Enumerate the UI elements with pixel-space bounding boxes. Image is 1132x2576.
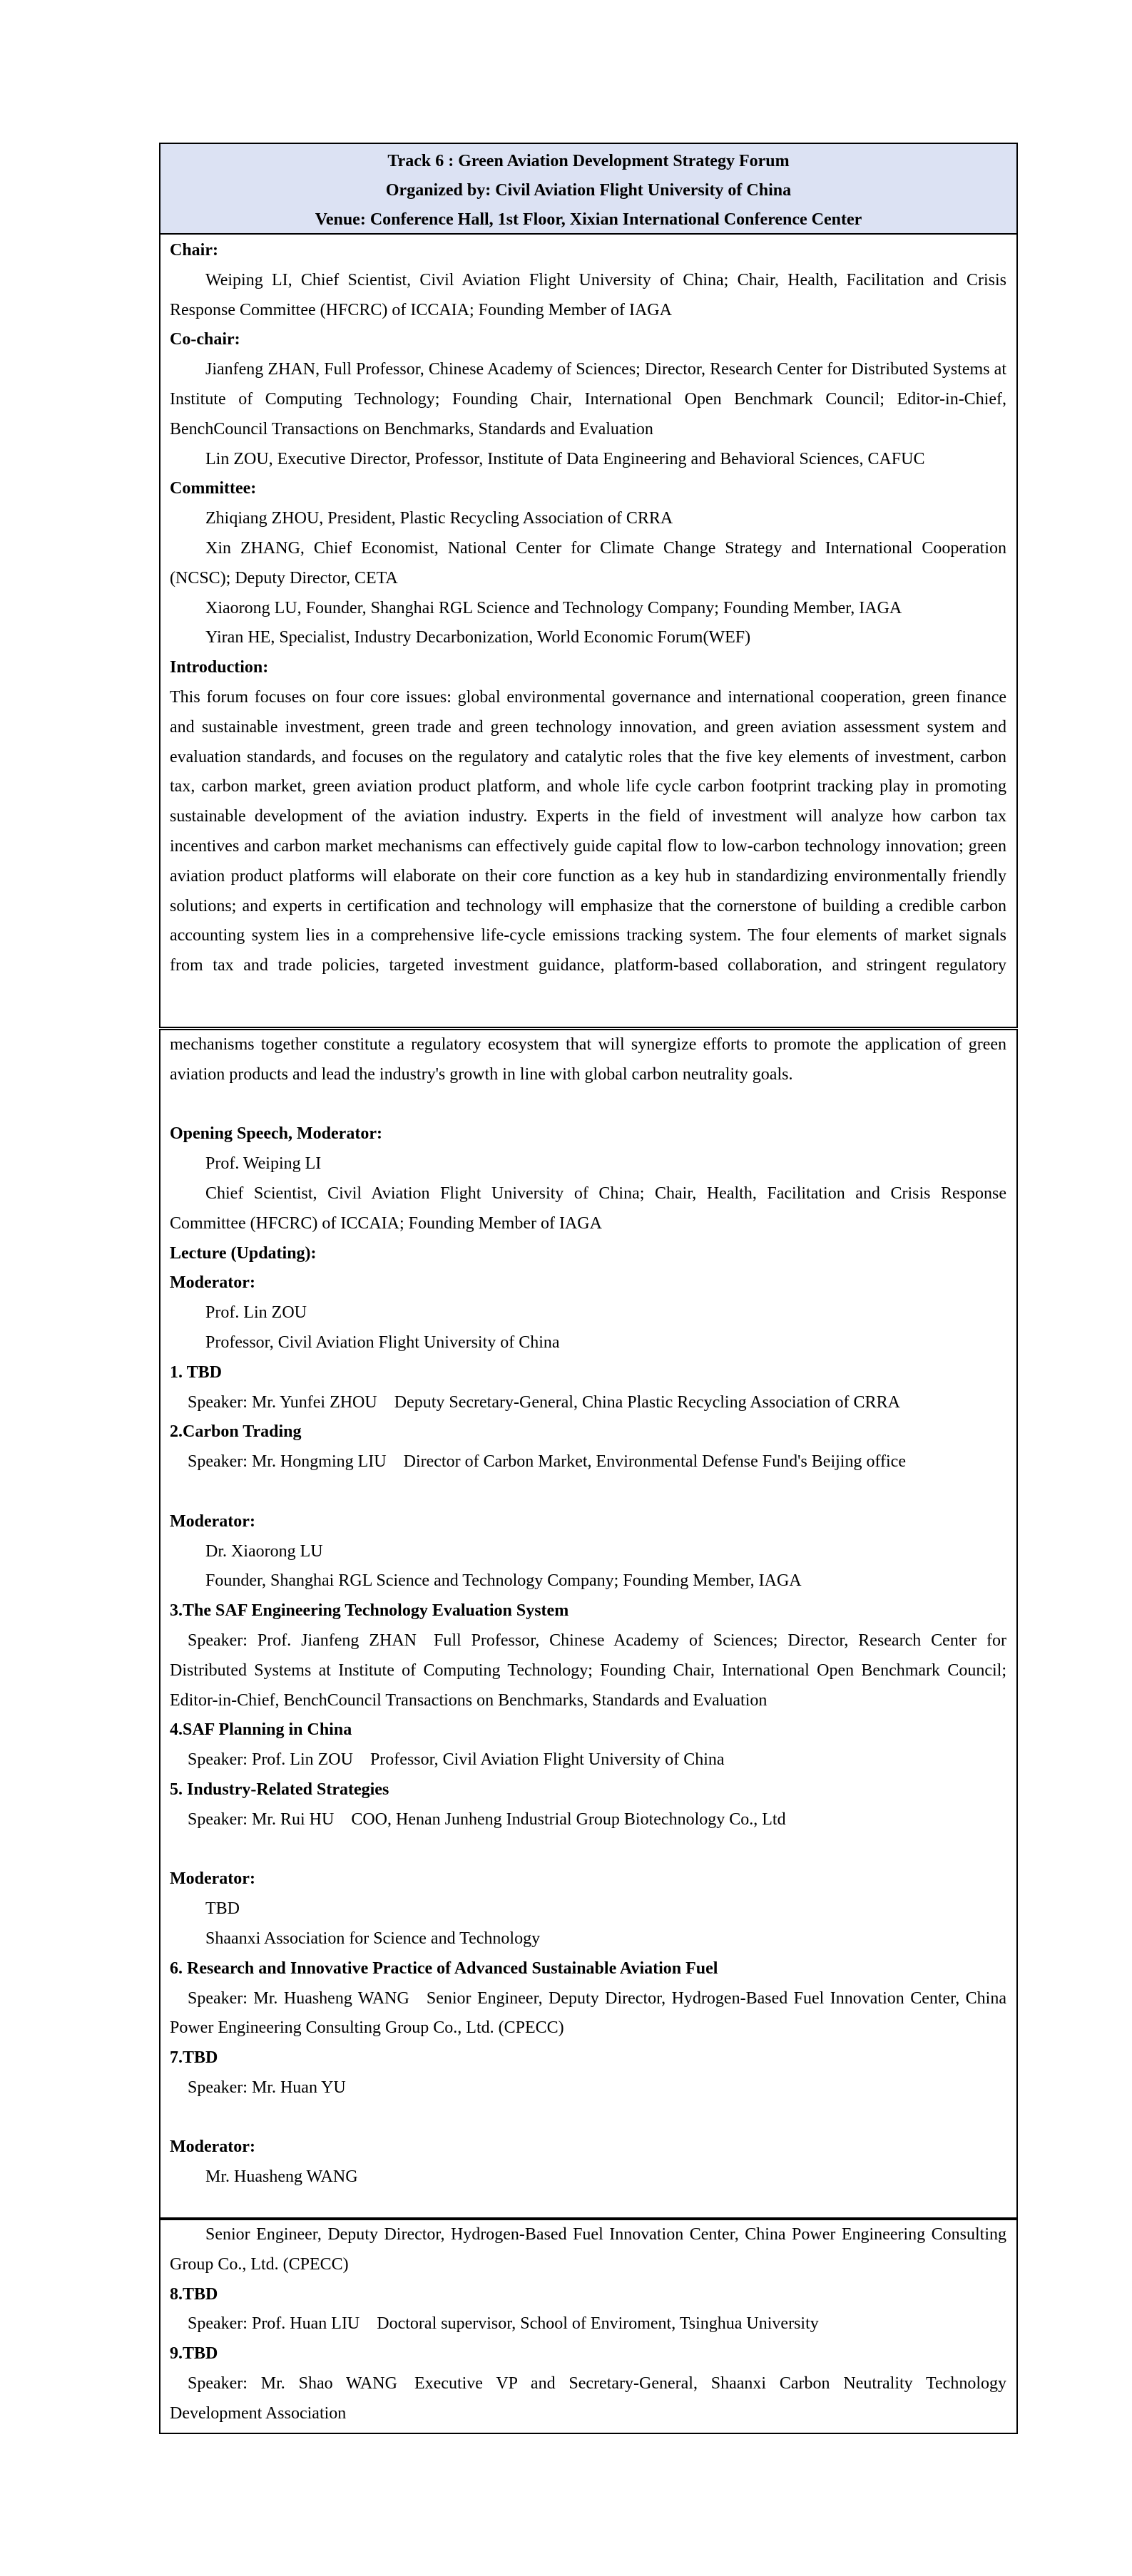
- talk-title: 4.SAF Planning in China: [170, 1720, 352, 1740]
- speaker-affiliation: Full Professor, Chinese Academy of Sciences; Director, Research Center for Distributed Systems at Institute of Computing Technology; Founding Chair, International Open Benchmark Council; Editor-in-Chief, BenchCouncil Transactions on Benchmarks, Standards and Evaluation: [170, 1631, 1006, 1710]
- speaker-name: Speaker: Mr. Shao WANG: [188, 2374, 397, 2393]
- moderator-name: Dr. Xiaorong LU: [205, 1541, 323, 1561]
- talk-title: 2.Carbon Trading: [170, 1422, 302, 1442]
- track-header: [160, 144, 1016, 235]
- talk-title: 9.TBD: [170, 2344, 218, 2364]
- opening-moderator-affiliation: Chief Scientist, Civil Aviation Flight University of China; Chair, Health, Facilitation and Crisis Response Committee (HFCRC) of ICCAIA; Founding Member of IAGA: [170, 1184, 1006, 1233]
- speaker-name: Speaker: Prof. Lin ZOU: [188, 1750, 353, 1770]
- introduction-label: Introduction:: [170, 658, 269, 677]
- committee-member: Xin ZHANG, Chief Economist, National Center for Climate Change Strategy and International Cooperation (NCSC); Deputy Director, CETA: [170, 538, 1006, 587]
- spacer: [170, 2103, 1006, 2133]
- cochair-label: Co-chair:: [170, 330, 240, 349]
- moderator-affiliation: Founder, Shanghai RGL Science and Technology Company; Founding Member, IAGA: [205, 1571, 802, 1591]
- lecture-label: Lecture (Updating):: [170, 1243, 317, 1263]
- program-schedule: [160, 1030, 1016, 2192]
- program-table-page-3: [159, 2219, 1018, 2434]
- moderator-name: Mr. Huasheng WANG: [205, 2167, 358, 2187]
- talk-speaker-line: [170, 1745, 1006, 1775]
- speaker-affiliation: Deputy Secretary-General, China Plastic Recycling Association of CRRA: [394, 1392, 900, 1412]
- moderator-name: Prof. Lin ZOU: [205, 1303, 307, 1323]
- talk-speaker-line: [170, 2369, 1006, 2429]
- program-schedule-continued: [160, 2220, 1016, 2429]
- program-table-page-2: [159, 1029, 1018, 2219]
- committee-member: Xiaorong LU, Founder, Shanghai RGL Science and Technology Company; Founding Member, IAGA: [205, 598, 902, 617]
- introduction-text-continued: mechanisms together constitute a regulatory ecosystem that will synergize efforts to promote the application of green aviation products and lead the industry's growth in line with global carbon neutrality goals.: [170, 1035, 1006, 1084]
- moderator-label: Moderator:: [170, 2138, 255, 2157]
- speaker-name: Speaker: Mr. Rui HU: [188, 1810, 335, 1829]
- organizer: Organized by: Civil Aviation Flight University of China: [385, 181, 792, 200]
- cochair-member: Lin ZOU, Executive Director, Professor, Institute of Data Engineering and Behavioral Sciences, CAFUC: [205, 449, 925, 468]
- talk-title: 7.TBD: [170, 2048, 218, 2068]
- spacer: [170, 1477, 1006, 1507]
- track-details: [160, 235, 1016, 981]
- moderator-label: Moderator:: [170, 1869, 255, 1889]
- talk-speaker-line: [170, 1626, 1006, 1715]
- track-title: Track 6 : Green Aviation Development Strategy Forum: [387, 152, 790, 170]
- speaker-name: Speaker: Mr. Hongming LIU: [188, 1452, 387, 1472]
- talk-speaker-line: [170, 2073, 1006, 2103]
- speaker-affiliation: Doctoral supervisor, School of Enviroment, Tsinghua University: [377, 2314, 819, 2334]
- speaker-affiliation: Senior Engineer, Deputy Director, Hydrogen-Based Fuel Innovation Center, China Power Engineering Consulting Group Co., Ltd. (CPECC): [170, 1989, 1006, 2038]
- committee-member: Yiran HE, Specialist, Industry Decarbonization, World Economic Forum(WEF): [205, 628, 751, 647]
- cochair-member: Jianfeng ZHAN, Full Professor, Chinese Academy of Sciences; Director, Research Center for Distributed Systems at Institute of Computing Technology; Founding Chair, International Open Benchmark Council; Editor-in-Chief, BenchCouncil Transactions on Benchmarks, Standards and Evaluation: [170, 360, 1006, 438]
- talk-speaker-line: [170, 1447, 1006, 1477]
- talk-speaker-line: [170, 2309, 1006, 2339]
- speaker-affiliation: COO, Henan Junheng Industrial Group Biotechnology Co., Ltd: [351, 1810, 786, 1829]
- spacer: [170, 1835, 1006, 1865]
- moderator-affiliation: Shaanxi Association for Science and Technology: [205, 1929, 541, 1948]
- moderator-affiliation: Professor, Civil Aviation Flight University of China: [205, 1333, 560, 1352]
- opening-moderator-name: Prof. Weiping LI: [205, 1154, 322, 1174]
- talk-speaker-line: [170, 1984, 1006, 2044]
- talk-title: 5. Industry-Related Strategies: [170, 1780, 389, 1799]
- program-table-page-1: [159, 143, 1018, 1028]
- speaker-name: Speaker: Prof. Jianfeng ZHAN: [188, 1631, 417, 1650]
- chair-member: Weiping LI, Chief Scientist, Civil Aviation Flight University of China; Chair, Health, Facilitation and Crisis Response Committee (HFCRC) of ICCAIA; Founding Member of IAGA: [170, 270, 1006, 319]
- talk-title: 1. TBD: [170, 1363, 222, 1382]
- committee-member: Zhiqiang ZHOU, President, Plastic Recycling Association of CRRA: [205, 509, 673, 528]
- speaker-affiliation: Director of Carbon Market, Environmental Defense Fund's Beijing office: [403, 1452, 906, 1472]
- moderator-label: Moderator:: [170, 1273, 255, 1293]
- speaker-name: Speaker: Mr. Huan YU: [188, 2078, 346, 2097]
- chair-label: Chair:: [170, 241, 218, 260]
- committee-label: Committee:: [170, 479, 257, 498]
- talk-speaker-line: [170, 1805, 1006, 1835]
- spacer: [170, 1090, 1006, 1120]
- introduction-text: This forum focuses on four core issues: global environmental governance and international cooperation, green finance and sustainable investment, green trade and green technology innovation, and green aviation assessment system and evaluation standards, and focuses on the regulatory and catalytic roles that the five key elements of investment, carbon tax, carbon market, green aviation product platform, and whole life cycle carbon footprint tracking play in promoting sustainable development of the aviation industry. Experts in the field of investment will analyze how carbon tax incentives and carbon market mechanisms can effectively guide capital flow to low-carbon technology innovation; green aviation product platforms will elaborate on their core function as a key hub in standardizing environmentally friendly solutions; and experts in certification and technology will emphasize that the cornerstone of building a credible carbon accounting system lies in a comprehensive life-cycle emissions tracking system. The four elements of market signals from tax and trade policies, targeted investment guidance, platform-based collaboration, and stringent regulatory: [170, 687, 1006, 975]
- speaker-affiliation: Professor, Civil Aviation Flight University of China: [369, 1750, 725, 1770]
- talk-title: 6. Research and Innovative Practice of Advanced Sustainable Aviation Fuel: [170, 1959, 718, 1978]
- talk-title: 3.The SAF Engineering Technology Evaluation System: [170, 1601, 569, 1621]
- talk-title: 8.TBD: [170, 2284, 218, 2304]
- talk-speaker-line: [170, 1388, 1006, 1418]
- moderator-name: TBD: [205, 1899, 240, 1919]
- moderator-label: Moderator:: [170, 1512, 255, 1531]
- opening-label: Opening Speech, Moderator:: [170, 1124, 382, 1144]
- moderator-affiliation: Senior Engineer, Deputy Director, Hydrogen-Based Fuel Innovation Center, China Power Engineering Consulting Group Co., Ltd. (CPECC): [170, 2225, 1006, 2274]
- speaker-name: Speaker: Mr. Huasheng WANG: [188, 1989, 409, 2008]
- speaker-name: Speaker: Prof. Huan LIU: [188, 2314, 360, 2334]
- venue: Venue: Conference Hall, 1st Floor, Xixian International Conference Center: [315, 210, 862, 229]
- speaker-affiliation: Executive VP and Secretary-General, Shaanxi Carbon Neutrality Technology Development Association: [170, 2374, 1007, 2423]
- speaker-name: Speaker: Mr. Yunfei ZHOU: [188, 1392, 377, 1412]
